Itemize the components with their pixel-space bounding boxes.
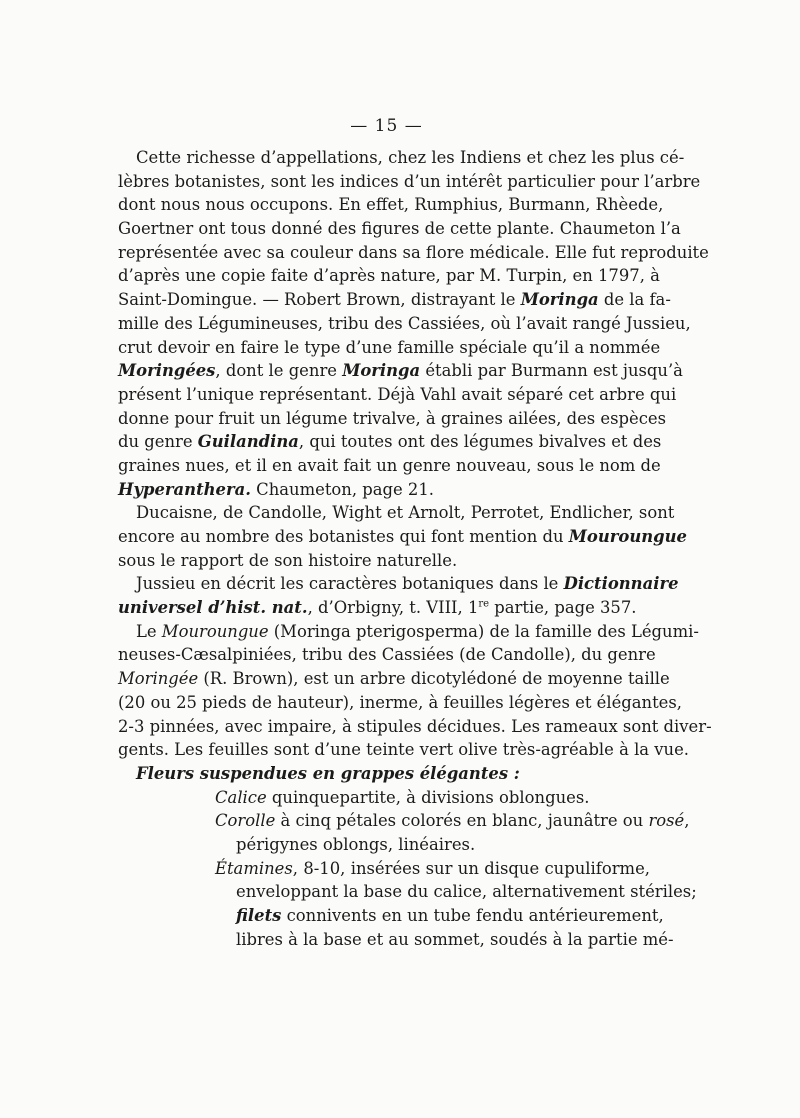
text-run: Goertner ont tous donné des figures de cette plante. Chaumeton l’a <box>118 219 681 239</box>
text-run: Ducaisne, de Candolle, Wight et Arnolt, Perrotet, Endlicher, sont <box>136 503 675 523</box>
text-run: , 8-10, insérées sur un disque cupuliforme, <box>292 858 650 878</box>
text-line <box>118 928 674 952</box>
text-line <box>118 857 650 881</box>
text-run: gents. Les feuilles sont d’une teinte vert olive très-agréable à la vue. <box>118 740 690 760</box>
text-line <box>118 312 691 336</box>
text-run: Dictionnaire <box>563 574 679 594</box>
text-run: , dont le genre <box>215 361 343 381</box>
text-run: quinquepartite, à divisions oblongues. <box>266 787 590 807</box>
text-line <box>118 525 687 549</box>
text-run: graines nues, et il en avait fait un genre nouveau, sous le nom de <box>118 455 661 475</box>
text-run: de la fa- <box>598 290 671 310</box>
body-text <box>118 146 712 951</box>
text-run: présent l’unique représentant. Déjà Vahl avait séparé cet arbre qui <box>118 384 677 404</box>
text-line <box>118 170 701 194</box>
text-run: (R. Brown), est un arbre dicotylédoné de moyenne taille <box>198 669 670 689</box>
text-run: universel d’hist. nat. <box>118 598 308 618</box>
text-run: neuses-Cæsalpiniées, tribu des Cassiées (de Candolle), du genre <box>118 645 656 665</box>
page-number: — 15 — <box>350 116 423 136</box>
text-line <box>118 146 685 170</box>
text-line <box>118 501 675 525</box>
text-run: Mouroungue <box>161 621 269 641</box>
text-line <box>118 833 650 857</box>
text-run: d’après une copie faite d’après nature, par M. Turpin, en 1797, à <box>118 266 660 286</box>
text-run: Moringa <box>342 361 421 381</box>
text-run: sous le rapport de son histoire naturelle. <box>118 550 458 570</box>
text-line <box>118 880 697 904</box>
text-line <box>118 383 677 407</box>
text-line <box>118 407 667 431</box>
text-run: enveloppant la base du calice, alternativement stériles; <box>236 882 697 902</box>
text-run: Calice <box>215 787 267 807</box>
text-line <box>118 430 662 454</box>
text-line <box>118 643 656 667</box>
text-line <box>118 264 660 288</box>
text-run: Jussieu en décrit les caractères botaniques dans le <box>136 574 564 594</box>
text-run: Étamines <box>215 858 293 878</box>
text-line <box>118 549 650 573</box>
text-line <box>118 667 670 691</box>
text-run: Fleurs suspendues en grappes élégantes : <box>136 763 520 783</box>
text-run: 2-3 pinnées, avec impaire, à stipules décidues. Les rameaux sont diver- <box>118 716 712 736</box>
text-line <box>118 715 712 739</box>
text-line <box>118 904 664 928</box>
text-run: Saint-Domingue. — Robert Brown, distrayant le <box>118 290 521 310</box>
text-run: dont nous nous occupons. En effet, Rumphius, Burmann, Rhèede, <box>118 195 664 215</box>
text-run: donne pour fruit un légume trivalve, à graines ailées, des espèces <box>118 408 667 428</box>
text-run: libres à la base et au sommet, soudés à la partie mé- <box>236 929 674 949</box>
text-run: (Moringa pterigosperma) de la famille des Légumi- <box>268 621 699 641</box>
text-line <box>118 454 661 478</box>
text-run: Chaumeton, page 21. <box>250 479 434 499</box>
text-run: Corolle <box>215 811 276 831</box>
text-run: re <box>478 598 490 610</box>
text-run: , <box>684 811 690 831</box>
text-run: périgynes oblongs, linéaires. <box>236 834 476 854</box>
text-run: Moringa <box>520 290 599 310</box>
text-line <box>118 762 650 786</box>
text-run: lèbres botanistes, sont les indices d’un intérêt particulier pour l’arbre <box>118 171 701 191</box>
text-run: à cinq pétales colorés en blanc, jaunâtre ou <box>275 811 649 831</box>
text-line <box>118 596 650 620</box>
text-run: crut devoir en faire le type d’une famille spéciale qu’il a nommée <box>118 337 661 357</box>
text-run: Moringée <box>118 669 199 689</box>
text-line <box>118 738 690 762</box>
text-run: encore au nombre des botanistes qui font mention du <box>118 527 569 546</box>
text-run: , qui toutes ont des légumes bivalves et des <box>298 432 662 452</box>
text-run: Cette richesse d’appellations, chez les Indiens et chez les plus cé- <box>136 148 685 167</box>
text-run: , d’Orbigny, t. VIII, 1 <box>307 598 479 618</box>
text-run: représentée avec sa couleur dans sa flore médicale. Elle fut reproduite <box>118 242 709 262</box>
text-run: Hyperanthera. <box>118 479 251 499</box>
text-line <box>118 288 671 312</box>
text-run: partie, page 357. <box>489 598 637 618</box>
text-line <box>118 691 682 715</box>
text-line <box>118 572 679 596</box>
text-run: Moringées <box>118 361 216 381</box>
text-line <box>118 217 681 241</box>
text-run: établi par Burmann est jusqu’à <box>420 361 683 381</box>
text-line <box>118 478 650 502</box>
text-line <box>118 786 650 810</box>
text-line <box>118 359 683 383</box>
text-line <box>118 336 661 360</box>
text-run: (20 ou 25 pieds de hauteur), inerme, à feuilles légères et élégantes, <box>118 692 682 712</box>
text-run: connivents en un tube fendu antérieurement, <box>281 906 664 925</box>
text-run: Mouroungue <box>568 527 687 546</box>
text-line <box>118 809 690 833</box>
text-run: rosé <box>648 811 685 831</box>
text-line <box>118 620 699 644</box>
text-run: mille des Légumineuses, tribu des Cassiées, où l’avait rangé Jussieu, <box>118 313 691 333</box>
text-run: filets <box>236 906 282 925</box>
text-line <box>118 241 709 265</box>
text-line <box>118 193 664 217</box>
text-run: Guilandina <box>197 432 299 452</box>
text-run: du genre <box>118 432 198 452</box>
text-run: Le <box>136 621 162 641</box>
